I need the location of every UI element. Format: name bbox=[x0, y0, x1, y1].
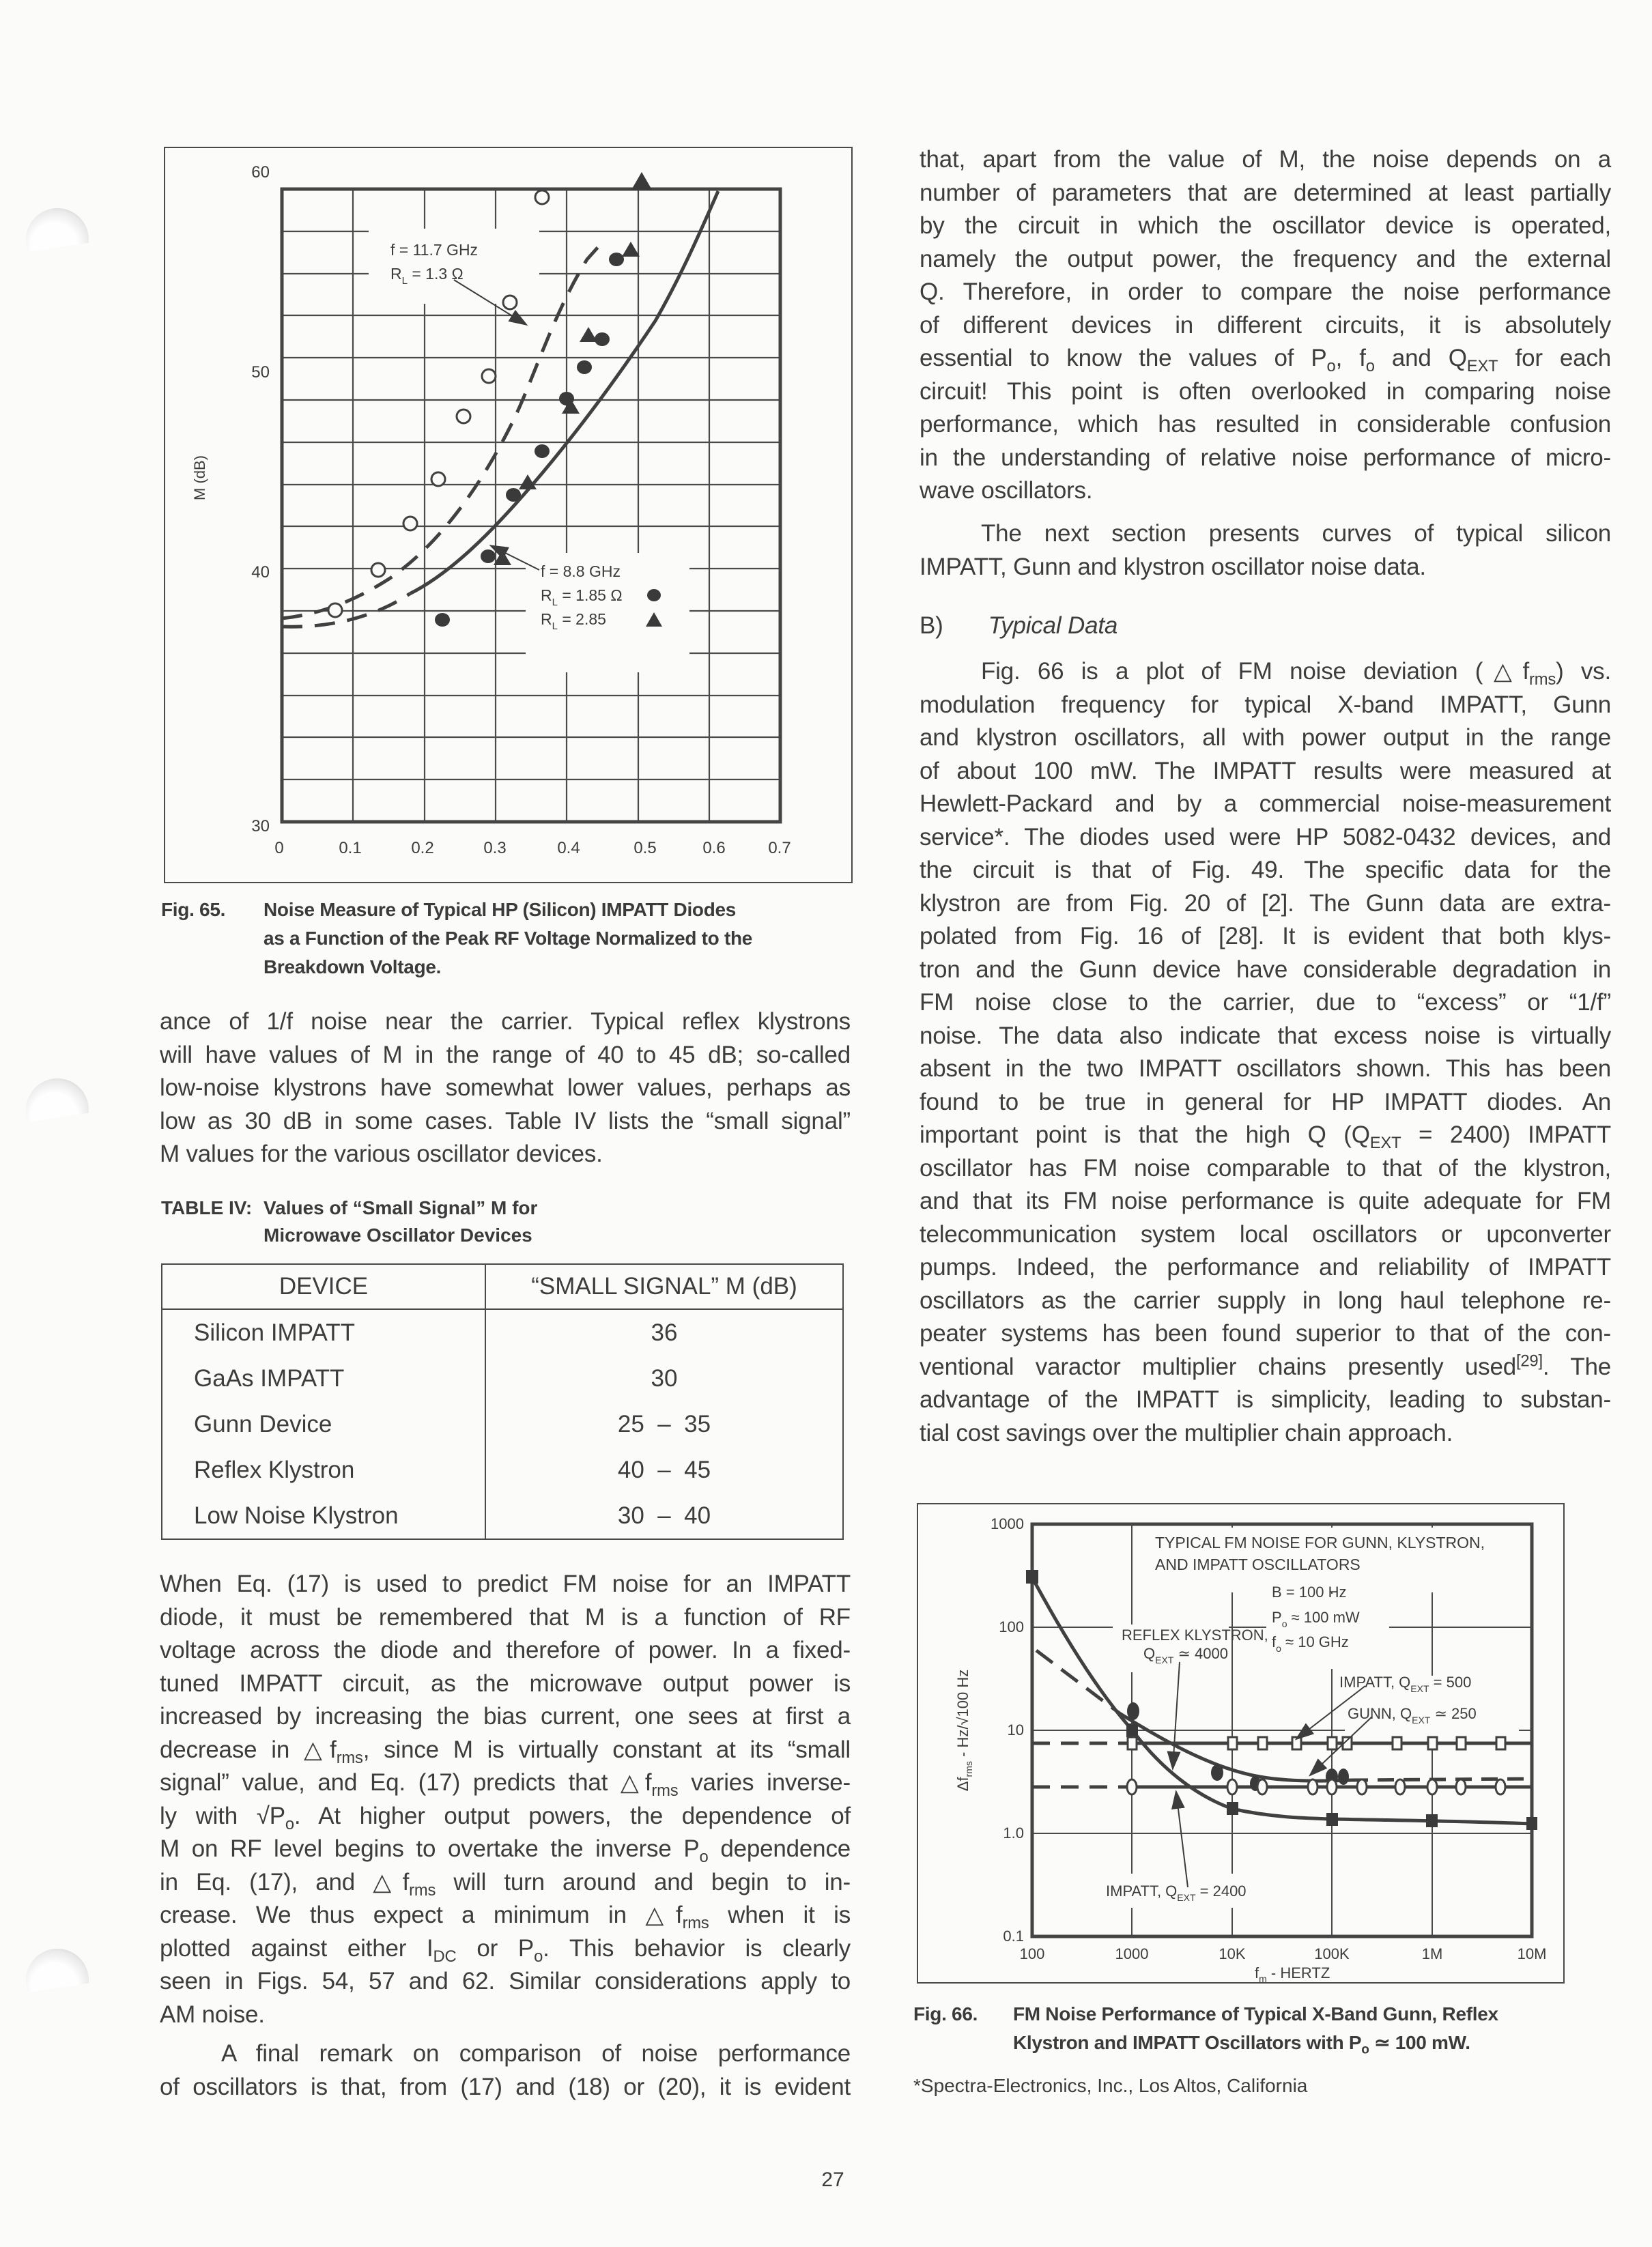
binder-hole-bottom bbox=[26, 1949, 89, 2012]
table4-label: TABLE IV: bbox=[161, 1197, 253, 1218]
right-paragraph-1: that, apart from the value of M, the noise depends on a number of parameters that are determined at least partially by the circuit in which the oscillator device is operated, namely the output power, the frequency and the external Q. Therefore, in order to compare the noise performance of different devices in different circuits, it is absolutely essential to know the values of $P_o$, $f_o$ and $Q_{EXT}$ for each circuit! This point is often overlooked in comparing noise performance, which has resulted in considerable confusion in the understanding of relative noise performance of micro- wave oscillators. bbox=[920, 146, 1612, 504]
fig65-annot-8-8-line2: $R_L = 1.85$ Ω bbox=[541, 586, 623, 608]
svg-text:100: 100 bbox=[999, 1618, 1024, 1635]
svg-text:10K: 10K bbox=[1219, 1945, 1246, 1962]
svg-text:10M: 10M bbox=[1517, 1945, 1547, 1962]
page-number: 27 bbox=[821, 2169, 844, 2191]
section-title: Typical Data bbox=[988, 612, 1118, 639]
fig66-caption: Fig. 66. FM Noise Performance of Typical X-Band Gunn, Reflex Klystron and IMPATT Oscillators with $P_o$ ≃ 100 mW. bbox=[913, 2000, 1623, 2057]
svg-text:1M: 1M bbox=[1421, 1945, 1443, 1962]
svg-text:0.5: 0.5 bbox=[633, 839, 657, 857]
svg-text:0.4: 0.4 bbox=[557, 839, 580, 857]
fig66-cond-freq: $f_o \approx 10$ GHz bbox=[1272, 1633, 1349, 1654]
svg-text:1000: 1000 bbox=[1115, 1945, 1149, 1962]
fig65-caption: Fig. 65. Noise Measure of Typical HP (Silicon) IMPATT Diodes as a Function of the Peak RF Voltage Normalized to the Breakdown Voltage. bbox=[161, 896, 851, 982]
section-heading-typical-data bbox=[920, 610, 1611, 643]
left-paragraph-1: ance of 1/f noise near the carrier. Typical reflex klystrons will have values of M in the range of 40 to 45 dB; so-called low-noise klystrons have somewhat lower values, perhaps as low as 30 dB in some cases. Table IV lists the “small signal” M values for the various oscillator devices. bbox=[160, 1008, 851, 1167]
fig65-chart bbox=[164, 147, 853, 884]
binder-hole-middle bbox=[26, 1078, 89, 1141]
fig66-label-klystron-1: REFLEX KLYSTRON, bbox=[1122, 1627, 1268, 1644]
svg-text:100: 100 bbox=[1019, 1945, 1045, 1962]
table4-header-device: DEVICE bbox=[162, 1264, 485, 1309]
fig66-xlabel: $f_m$ - HERTZ bbox=[1255, 1964, 1330, 1983]
section-label: B) bbox=[920, 612, 943, 639]
fig65-ylabel: M (dB) bbox=[191, 455, 208, 500]
svg-text:0.1: 0.1 bbox=[1003, 1928, 1024, 1945]
fig65-ytick: 40 bbox=[251, 563, 270, 582]
fig65-annot-8-8-line3: $R_L = 2.85$ bbox=[541, 610, 606, 632]
fig65-ytick: 60 bbox=[251, 163, 270, 182]
fig66-ylabel: $\Delta f_{rms} - Hz/√100$ Hz bbox=[954, 1669, 974, 1792]
svg-text:1000: 1000 bbox=[991, 1515, 1024, 1532]
table-row: Silicon IMPATT 36 bbox=[162, 1309, 843, 1356]
fig66-label-klystron-2: $Q_{EXT}$ ≃ 4000 bbox=[1143, 1645, 1228, 1665]
svg-text:0.3: 0.3 bbox=[483, 839, 507, 857]
right-paragraph-3: Fig. 66 is a plot of FM noise deviation $(\triangle f_{rms})$ vs. modulation frequency for typical X-band IMPATT, Gunn and klystron oscillators, all with power output in the range of about 100 mW. The IMPATT results were measured at Hewlett-Packard and by a commercial noise-measurement service*. The diodes used were HP 5082-0432 devices, and the circuit is that of Fig. 49. The specific data for the klystron are from Fig. 20 of [2]. The Gunn data are extra- polated from Fig. 16 of [28]. It is evident that both klys- tron and the Gunn device have considerable degradation in FM noise close to the carrier, due to “excess” or “1/f” noise. The data also indicate that excess noise is virtually absent in the two IMPATT oscillators shown. This has been found to be true in general for HP IMPATT diodes. An important point is that the high Q $(Q_{EXT} = 2400)$ IMPATT oscillator has FM noise comparable to that of the klystron, and that its FM noise performance is quite adequate for FM telecommunication system local oscillators or upconverter pumps. Indeed, the performance and reliability of IMPATT oscillators as the carrier supply in long haul telephone re- peater systems has been found superior to that of the con- ventional varactor multiplier chains presently used[29]. The advantage of the IMPATT is simplicity, leading to substan- tial cost savings over the multiplier chain approach. bbox=[920, 658, 1611, 1446]
fig66-label-impatt-500: IMPATT, $Q_{EXT} = 500$ bbox=[1339, 1674, 1472, 1694]
table-row: GaAs IMPATT 30 bbox=[162, 1356, 843, 1401]
svg-text:100K: 100K bbox=[1314, 1945, 1350, 1962]
fig66-label-impatt-2400: IMPATT, $Q_{EXT} = 2400$ bbox=[1106, 1883, 1247, 1903]
fig66-yticks bbox=[991, 1515, 1024, 1945]
fig65-ytick: 50 bbox=[251, 363, 270, 382]
left-paragraph-2: When Eq. (17) is used to predict FM noise for an IMPATT diode, it must be remembered that M is a function of RF voltage across the diode and therefore of power. In a fixed- tuned IMPATT circuit, as the microwave output power is increased by increasing the bias current, one sees at first a decrease in $\triangle f_{rms}$, since M is virtually constant at its “small signal” value, and Eq. (17) predicts that $\triangle f_{rms}$ varies inverse- ly with $√P_o$. At higher output powers, the dependence of M on RF level begins to overtake the inverse $P_o$ dependence in Eq. (17), and $\triangle f_{rms}$ will turn around and begin to in- crease. We thus expect a minimum in $\triangle f_{rms}$ when it is plotted against either $I_{DC}$ or $P_o$. This behavior is clearly seen in Figs. 54, 57 and 62. Similar considerations apply to AM noise. bbox=[160, 1571, 851, 2028]
svg-text:0.1: 0.1 bbox=[339, 839, 362, 857]
binder-hole-top bbox=[26, 208, 89, 271]
table-row: Reflex Klystron 40 – 45 bbox=[162, 1447, 843, 1493]
fig66-title-line1: TYPICAL FM NOISE FOR GUNN, KLYSTRON, bbox=[1155, 1534, 1485, 1551]
svg-text:0.6: 0.6 bbox=[702, 839, 726, 857]
legend-filled-circle-icon bbox=[647, 589, 661, 601]
fig65-annot-11-7-line1: f = 11.7 GHz bbox=[390, 241, 479, 259]
table4-title: TABLE IV: Values of “Small Signal” M for Microwave Oscillator Devices bbox=[161, 1194, 851, 1249]
svg-text:0.7: 0.7 bbox=[768, 839, 791, 857]
svg-text:0: 0 bbox=[274, 839, 284, 857]
table-row: Gunn Device 25 – 35 bbox=[162, 1401, 843, 1447]
svg-text:0.2: 0.2 bbox=[411, 839, 434, 857]
fig66-title-line2: AND IMPATT OSCILLATORS bbox=[1155, 1556, 1361, 1573]
fig65-ytick: 30 bbox=[251, 817, 270, 835]
fig66-xticks bbox=[1020, 1945, 1547, 1962]
fig66-label-gunn: GUNN, $Q_{EXT}$ ≃ 250 bbox=[1348, 1705, 1477, 1726]
fig66-cond-power: $P_o \approx 100$ mW bbox=[1272, 1609, 1360, 1629]
fig65-annot-8-8-line1: f = 8.8 GHz bbox=[541, 562, 621, 580]
fig66-cond-bandwidth: B = 100 Hz bbox=[1272, 1584, 1347, 1601]
fig66-caption-number: Fig. 66. bbox=[913, 2003, 978, 2024]
table-row: Low Noise Klystron 30 – 40 bbox=[162, 1493, 843, 1539]
svg-text:1.0: 1.0 bbox=[1003, 1824, 1024, 1842]
table4-header-m: “SMALL SIGNAL” M (dB) bbox=[485, 1264, 843, 1309]
fig65-caption-number: Fig. 65. bbox=[161, 899, 226, 920]
table4 bbox=[161, 1263, 844, 1540]
svg-text:10: 10 bbox=[1007, 1721, 1024, 1738]
fig65-annot-11-7-line2: $R_L = 1.3$ Ω bbox=[390, 265, 464, 287]
right-paragraph-2: The next section presents curves of typical silicon IMPATT, Gunn and klystron oscillator noise data. bbox=[920, 520, 1611, 580]
fig65-xticks bbox=[274, 839, 791, 857]
left-paragraph-3: A final remark on comparison of noise performance of oscillators is that, from (17) and (18) or (20), it is evident bbox=[160, 2040, 851, 2100]
footnote: *Spectra-Electronics, Inc., Los Altos, California bbox=[913, 2075, 1308, 2096]
fig66-chart bbox=[917, 1502, 1565, 1983]
